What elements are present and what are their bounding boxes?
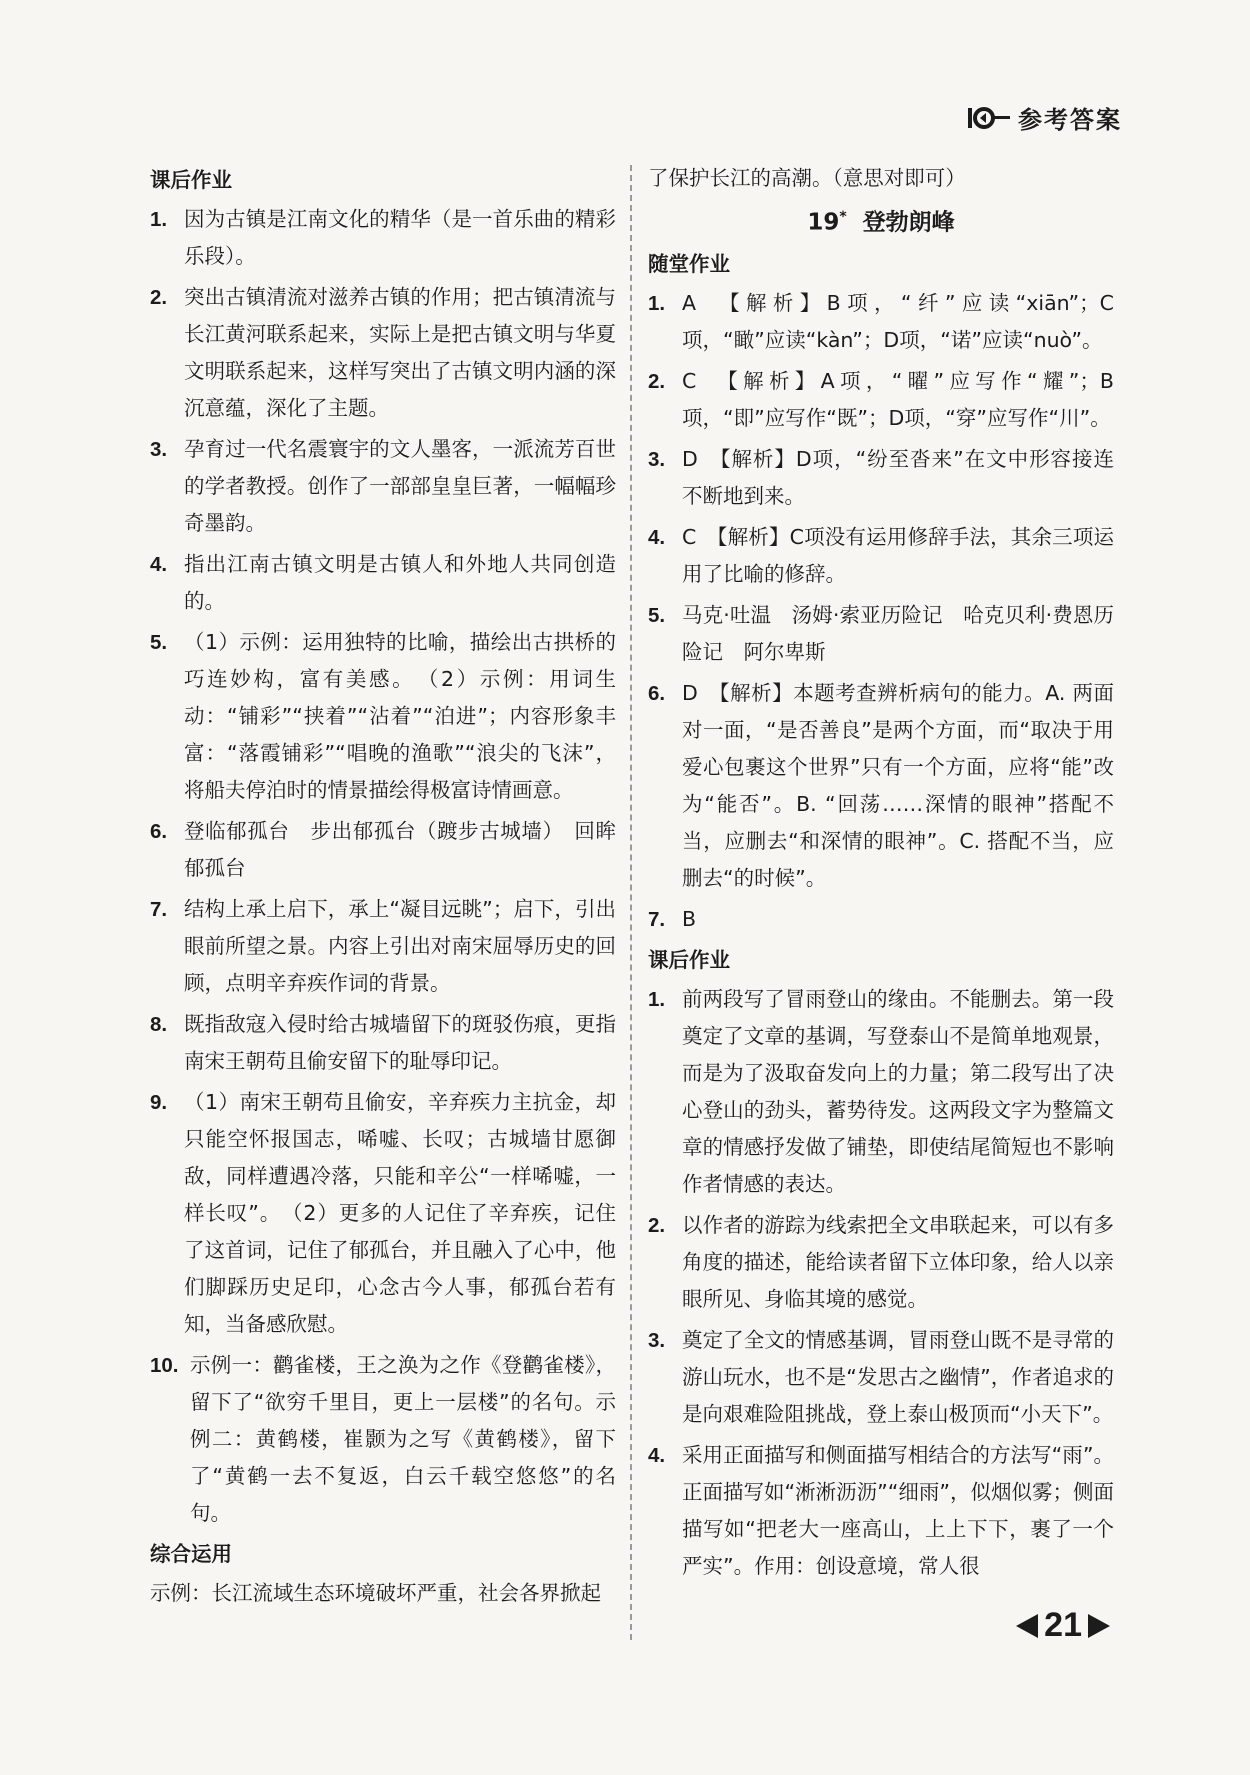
answer-item <box>648 363 1114 437</box>
item-text: 指出江南古镇文明是古镇人和外地人共同创造的。 <box>184 552 616 613</box>
item-text: 示例一：鹳雀楼，王之涣为之作《登鹳雀楼》，留下了“欲穷千里目，更上一层楼”的名句。示例二：黄鹤楼，崔颢为之写《黄鹤楼》，留下了“黄鹤一去不复返，白云千载空悠悠”的名句。 <box>190 1353 616 1525</box>
item-number: 8. <box>150 1013 168 1036</box>
item-text: 登临郁孤台 步出郁孤台（踱步古城墙） 回眸郁孤台 <box>184 819 616 880</box>
answer-item <box>150 546 616 620</box>
item-text: D 【解析】本题考查辨析病句的能力。A. 两面对一面，“是否善良”是两个方面，而“取决于用爱心包裹这个世界”只有一个方面，应将“能”改为“能否”。B. “回荡……深情的眼神”搭配不当，应删去“和深情的眼神”。C. 搭配不当，应删去“的时候”。 <box>682 680 1114 890</box>
item-number: 6. <box>648 681 666 705</box>
chapter-title <box>648 199 1114 242</box>
answer-item <box>648 981 1114 1203</box>
answer-item <box>648 1207 1114 1318</box>
item-text: （1）示例：运用独特的比喻，描绘出古拱桥的巧连妙构，富有美感。 （2）示例：用词生动：“铺彩”“挟着”“沾着”“泊进”；内容形象丰富：“落霞铺彩”“唱晚的渔歌”“浪尖的飞沫”，将船夫停泊时的情景描绘得极富诗情画意。 <box>184 630 616 802</box>
chapter-number: 19 <box>807 209 840 236</box>
answer-item <box>648 519 1114 593</box>
item-text: A 【解析】B项，“纤”应读“xiān”；C项，“瞰”应读“kàn”；D项，“诺”应读“nuò”。 <box>682 290 1114 352</box>
item-text: D 【解析】D项，“纷至沓来”在文中形容接连不断地到来。 <box>682 446 1114 508</box>
item-text: 因为古镇是江南文化的精华（是一首乐曲的精彩乐段）。 <box>184 207 616 268</box>
item-text: 孕育过一代名震寰宇的文人墨客，一派流芳百世的学者教授。创作了一部部皇皇巨著，一幅幅珍奇墨韵。 <box>184 437 616 535</box>
item-number: 1. <box>150 208 168 231</box>
left-column <box>150 160 616 1612</box>
right-arrow-icon <box>1086 1612 1112 1640</box>
section-heading: 课后作业 <box>648 947 730 972</box>
answer-item <box>150 279 616 427</box>
section-heading: 随堂作业 <box>648 251 730 276</box>
item-number: 4. <box>150 553 168 576</box>
answer-item <box>648 1322 1114 1433</box>
answer-item <box>150 201 616 275</box>
item-number: 3. <box>648 1328 666 1352</box>
page-number: 21 <box>1044 1606 1082 1644</box>
chapter-name: 登勃朗峰 <box>862 209 955 236</box>
section-heading: 课后作业 <box>150 168 232 192</box>
answer-item <box>648 597 1114 671</box>
item-number: 4. <box>648 1443 666 1467</box>
answer-item <box>150 891 616 1002</box>
answer-item <box>648 285 1114 359</box>
item-text: 采用正面描写和侧面描写相结合的方法写“雨”。正面描写如“淅淅沥沥”“细雨”，似烟似雾；侧面描写如“把老大一座高山，上上下下，裹了一个严实”。作用：创设意境，常人很 <box>682 1442 1114 1578</box>
page-header <box>966 100 1122 135</box>
answer-item <box>648 901 1114 938</box>
item-text: 马克·吐温 汤姆·索亚历险记 哈克贝利·费恩历险记 阿尔卑斯 <box>682 602 1114 664</box>
item-number: 4. <box>648 525 666 549</box>
synthesis-text: 示例：长江流域生态环境破坏严重，社会各界掀起 <box>150 1581 601 1605</box>
item-text: （1）南宋王朝苟且偷安，辛弃疾力主抗金，却只能空怀报国志，唏嘘、长叹；古城墙甘愿御敌，同样遭遇冷落，只能和辛公“一样唏嘘，一样长叹”。 （2）更多的人记住了辛弃疾，记住了这首词，记住了郁孤台，并且融入了心中，他们脚踩历史足印，心念古今人事，郁孤台若有知，当备感欣慰。 <box>184 1090 616 1336</box>
answer-item <box>150 431 616 542</box>
item-number: 3. <box>150 438 168 461</box>
item-number: 1. <box>648 987 666 1011</box>
item-text: B <box>682 906 697 931</box>
item-number: 7. <box>648 907 666 931</box>
answer-item <box>150 624 616 809</box>
item-number: 7. <box>150 898 168 921</box>
item-number: 5. <box>150 631 168 654</box>
item-text: 结构上承上启下，承上“凝目远眺”；启下，引出眼前所望之景。内容上引出对南宋屈辱历史的回顾，点明辛弃疾作词的背景。 <box>184 897 616 995</box>
page-number-nav <box>1014 1606 1112 1645</box>
answer-item <box>648 441 1114 515</box>
book-logo-icon <box>966 104 1012 132</box>
item-number: 2. <box>648 1213 666 1237</box>
column-divider <box>630 165 632 1640</box>
item-text: 前两段写了冒雨登山的缘由。不能删去。第一段奠定了文章的基调，写登泰山不是简单地观景，而是为了汲取奋发向上的力量；第二段写出了决心登山的劲头，蓄势待发。这两段文字为整篇文章的情感抒发做了铺垫，即使结尾简短也不影响作者情感的表达。 <box>682 986 1114 1196</box>
item-text: 奠定了全文的情感基调，冒雨登山既不是寻常的游山玩水，也不是“发思古之幽情”，作者追求的是向艰难险阻挑战，登上泰山极顶而“小天下”。 <box>682 1327 1114 1426</box>
item-text: C 【解析】A项，“曜”应写作“耀”；B项，“即”应写作“既”；D项，“穿”应写作“川”。 <box>682 368 1114 430</box>
continued-text: 了保护长江的高潮。（意思对即可） <box>648 166 966 190</box>
item-number: 3. <box>648 447 666 471</box>
answer-item <box>150 813 616 887</box>
answer-item <box>150 1006 616 1080</box>
item-number: 6. <box>150 820 168 843</box>
chapter-mark: * <box>839 209 847 225</box>
item-text: 既指敌寇入侵时给古城墙留下的斑驳伤痕，更指南宋王朝苟且偷安留下的耻辱印记。 <box>184 1012 616 1073</box>
item-number: 9. <box>150 1091 168 1114</box>
answer-item <box>648 1437 1114 1585</box>
answer-item <box>150 1347 616 1532</box>
item-text: 突出古镇清流对滋养古镇的作用；把古镇清流与长江黄河联系起来，实际上是把古镇文明与华夏文明联系起来，这样写突出了古镇文明内涵的深沉意蕴，深化了主题。 <box>184 285 616 420</box>
item-text: C 【解析】C项没有运用修辞手法，其余三项运用了比喻的修辞。 <box>682 524 1114 586</box>
answer-item <box>150 1084 616 1343</box>
answer-item <box>648 675 1114 897</box>
item-number: 10. <box>150 1354 179 1377</box>
left-arrow-icon <box>1014 1612 1040 1640</box>
section-heading: 综合运用 <box>150 1542 232 1566</box>
item-number: 2. <box>648 369 666 393</box>
item-number: 1. <box>648 291 666 315</box>
item-number: 5. <box>648 603 666 627</box>
right-column <box>648 160 1114 1589</box>
item-text: 以作者的游踪为线索把全文串联起来，可以有多角度的描述，能给读者留下立体印象，给人以亲眼所见、身临其境的感觉。 <box>682 1212 1114 1311</box>
header-title: 参考答案 <box>1018 106 1122 134</box>
item-number: 2. <box>150 286 168 309</box>
